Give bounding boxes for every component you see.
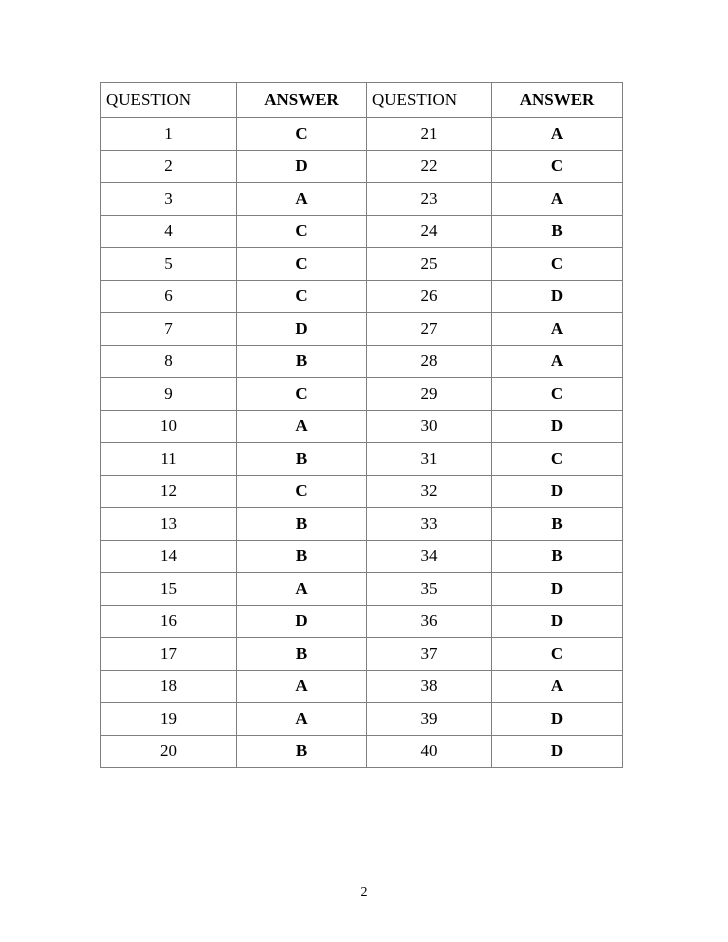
answer-letter: C [237, 215, 367, 248]
answer-letter: B [237, 638, 367, 671]
question-number: 21 [367, 118, 492, 151]
table-row [101, 280, 623, 313]
table-row [101, 508, 623, 541]
page-number: 2 [360, 885, 368, 900]
table-row [101, 605, 623, 638]
answer-letter: C [237, 280, 367, 313]
question-number: 16 [101, 605, 237, 638]
question-header: QUESTION [101, 83, 237, 118]
answer-letter: A [237, 183, 367, 216]
table-row [101, 410, 623, 443]
question-number: 23 [367, 183, 492, 216]
answer-letter: C [492, 443, 623, 476]
answer-letter: C [492, 638, 623, 671]
table-row [101, 540, 623, 573]
answer-letter: D [492, 735, 623, 768]
answer-key-table [100, 82, 623, 768]
question-number: 34 [367, 540, 492, 573]
table-row [101, 118, 623, 151]
answer-header: ANSWER [492, 83, 623, 118]
answer-letter: A [492, 670, 623, 703]
question-number: 11 [101, 443, 237, 476]
question-number: 36 [367, 605, 492, 638]
answer-letter: D [492, 280, 623, 313]
answer-letter: D [237, 150, 367, 183]
question-number: 32 [367, 475, 492, 508]
table-row [101, 378, 623, 411]
table-row [101, 475, 623, 508]
answer-letter: A [492, 345, 623, 378]
answer-letter: D [492, 573, 623, 606]
answer-letter: A [492, 313, 623, 346]
answer-letter: D [492, 475, 623, 508]
table-header-row [101, 83, 623, 118]
question-number: 17 [101, 638, 237, 671]
question-number: 5 [101, 248, 237, 281]
answer-letter: A [237, 670, 367, 703]
answer-letter: A [492, 183, 623, 216]
question-number: 7 [101, 313, 237, 346]
question-number: 3 [101, 183, 237, 216]
question-number: 31 [367, 443, 492, 476]
question-number: 28 [367, 345, 492, 378]
answer-letter: A [237, 410, 367, 443]
question-number: 14 [101, 540, 237, 573]
question-number: 18 [101, 670, 237, 703]
question-number: 22 [367, 150, 492, 183]
table-row [101, 248, 623, 281]
answer-letter: B [237, 443, 367, 476]
answer-letter: D [492, 605, 623, 638]
question-number: 39 [367, 703, 492, 736]
answer-letter: B [237, 345, 367, 378]
answer-letter: D [492, 703, 623, 736]
table-row [101, 670, 623, 703]
answer-letter: D [237, 313, 367, 346]
answer-letter: B [492, 540, 623, 573]
question-number: 29 [367, 378, 492, 411]
answer-letter: B [237, 508, 367, 541]
question-number: 12 [101, 475, 237, 508]
table-row [101, 183, 623, 216]
answer-letter: B [237, 540, 367, 573]
question-number: 27 [367, 313, 492, 346]
answer-letter: B [237, 735, 367, 768]
table-row [101, 313, 623, 346]
table-row [101, 215, 623, 248]
question-number: 37 [367, 638, 492, 671]
question-number: 4 [101, 215, 237, 248]
question-number: 25 [367, 248, 492, 281]
answer-letter: C [492, 150, 623, 183]
question-header: QUESTION [367, 83, 492, 118]
answer-letter: A [237, 703, 367, 736]
answer-letter: B [492, 508, 623, 541]
answer-rows [101, 118, 623, 768]
question-number: 33 [367, 508, 492, 541]
question-number: 35 [367, 573, 492, 606]
question-number: 10 [101, 410, 237, 443]
question-number: 38 [367, 670, 492, 703]
answer-letter: A [492, 118, 623, 151]
answer-letter: C [237, 475, 367, 508]
question-number: 6 [101, 280, 237, 313]
question-number: 9 [101, 378, 237, 411]
question-number: 30 [367, 410, 492, 443]
question-number: 1 [101, 118, 237, 151]
answer-letter: C [492, 378, 623, 411]
question-number: 13 [101, 508, 237, 541]
answer-header: ANSWER [237, 83, 367, 118]
table-row [101, 638, 623, 671]
table-row [101, 735, 623, 768]
answer-letter: D [492, 410, 623, 443]
question-number: 15 [101, 573, 237, 606]
table-row [101, 345, 623, 378]
question-number: 2 [101, 150, 237, 183]
question-number: 26 [367, 280, 492, 313]
question-number: 20 [101, 735, 237, 768]
question-number: 40 [367, 735, 492, 768]
answer-letter: D [237, 605, 367, 638]
table-row [101, 573, 623, 606]
answer-letter: C [237, 248, 367, 281]
answer-letter: A [237, 573, 367, 606]
question-number: 19 [101, 703, 237, 736]
table-row [101, 703, 623, 736]
question-number: 8 [101, 345, 237, 378]
answer-letter: C [492, 248, 623, 281]
question-number: 24 [367, 215, 492, 248]
answer-letter: C [237, 378, 367, 411]
answer-letter: B [492, 215, 623, 248]
answer-letter: C [237, 118, 367, 151]
table-row [101, 443, 623, 476]
table-row [101, 150, 623, 183]
